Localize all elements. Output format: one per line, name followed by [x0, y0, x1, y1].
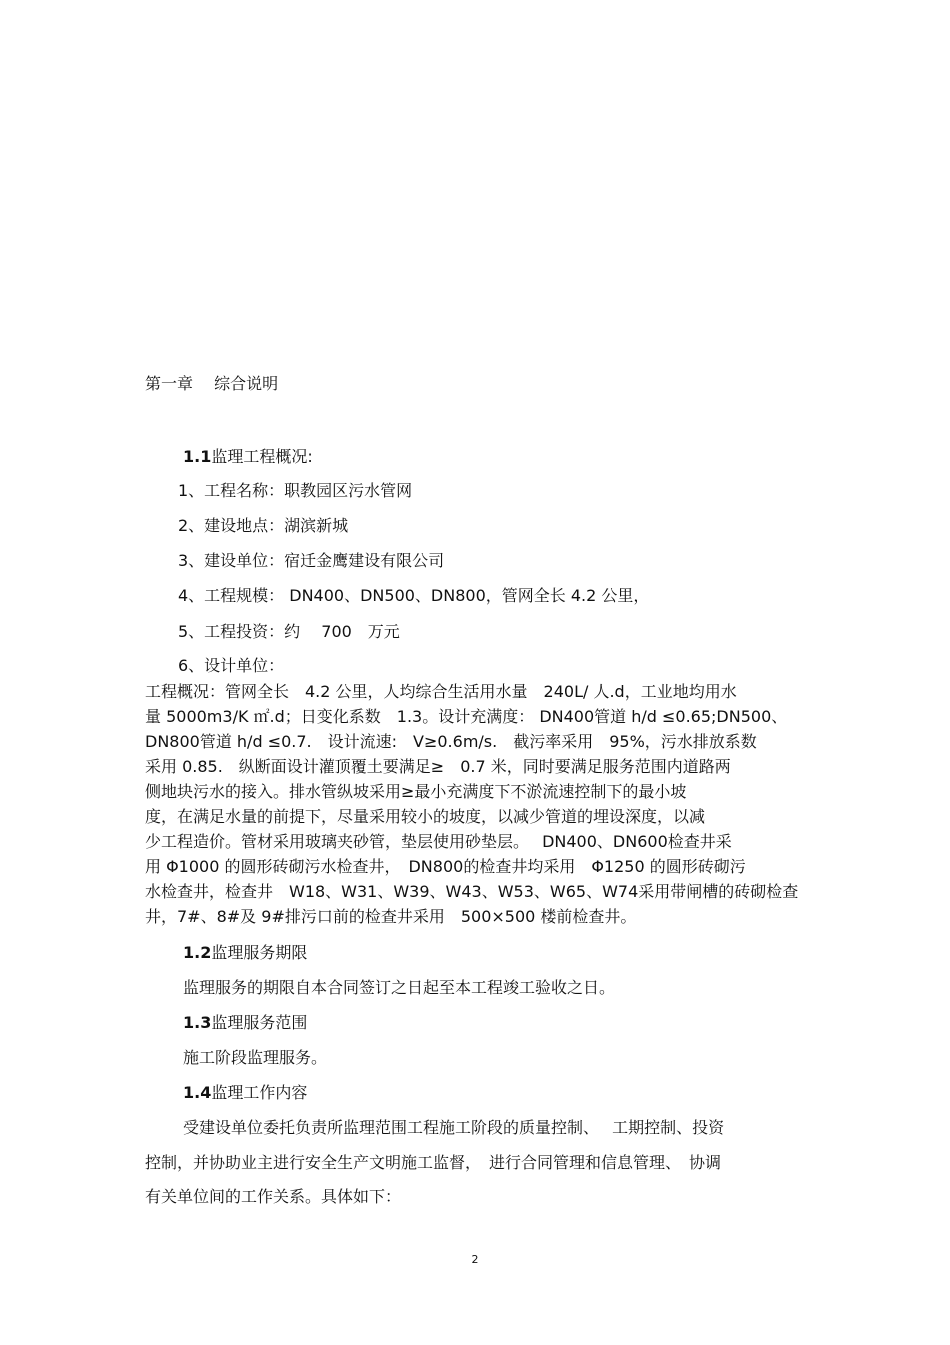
- project-item: 5、工程投资：约 700 万元: [178, 622, 400, 641]
- section-number: 1.4: [183, 1083, 212, 1102]
- section-1-2-heading: [183, 943, 307, 963]
- section-title: 监理工作内容: [211, 1083, 308, 1102]
- overview-line: 侧地块污水的接入。排水管纵坡采用≥最小充满度下不淤流速控制下的最小坡: [145, 782, 687, 801]
- section-1-4-heading: [183, 1083, 307, 1103]
- section-number: 1.2: [183, 943, 212, 962]
- section-1-1-heading: [183, 447, 313, 467]
- overview-line: 量 5000m3/K ㎡.d；日变化系数 1.3。设计充满度： DN400管道 h/d ≤0.65;DN500、: [145, 707, 788, 726]
- page-number: 2: [471, 1253, 479, 1266]
- project-item: 6、设计单位：: [178, 656, 285, 675]
- section-1-2-body: 监理服务的期限自本合同签订之日起至本工程竣工验收之日。: [183, 978, 616, 997]
- section-1-4-body-line: 受建设单位委托负责所监理范围工程施工阶段的质量控制、 工期控制、投资: [183, 1118, 725, 1137]
- project-item: 4、工程规模： DN400、DN500、DN800，管网全长 4.2 公里，: [178, 586, 650, 605]
- overview-line: 少工程造价。管材采用玻璃夹砂管，垫层使用砂垫层。 DN400、DN600检查井采: [145, 832, 732, 851]
- section-1-3-body: 施工阶段监理服务。: [183, 1048, 328, 1067]
- section-title: 监理工程概况:: [211, 447, 313, 466]
- overview-line: DN800管道 h/d ≤0.7. 设计流速: V≥0.6m/s. 截污率采用 95%，污水排放系数: [145, 732, 757, 751]
- overview-line: 水检查井，检查井 W18、W31、W39、W43、W53、W65、W74采用带闸槽的砖砌检查: [145, 882, 799, 901]
- section-number: 1.3: [183, 1013, 212, 1032]
- overview-line: 采用 0.85. 纵断面设计灌顶覆土要满足≥ 0.7 米，同时要满足服务范围内道路两: [145, 757, 731, 776]
- section-number: 1.1: [183, 447, 212, 466]
- section-1-4-body-line: 控制，并协助业主进行安全生产文明施工监督， 进行合同管理和信息管理、 协调: [145, 1153, 722, 1172]
- project-item: 2、建设地点：湖滨新城: [178, 516, 349, 535]
- project-item: 3、建设单位：宿迁金鹰建设有限公司: [178, 551, 445, 570]
- chapter-title: 第一章 综合说明: [145, 374, 279, 393]
- project-item: 1、工程名称：职教园区污水管网: [178, 481, 413, 500]
- overview-line: 工程概况：管网全长 4.2 公里，人均综合生活用水量 240L/ 人.d，工业地均用水: [145, 682, 737, 701]
- overview-line: 井，7#、8#及 9#排污口前的检查井采用 500×500 楼前检查井。: [145, 907, 637, 926]
- section-1-4-body-line: 有关单位间的工作关系。具体如下：: [145, 1187, 402, 1206]
- section-title: 监理服务范围: [211, 1013, 308, 1032]
- section-title: 监理服务期限: [211, 943, 308, 962]
- overview-line: 用 Φ1000 的圆形砖砌污水检查井， DN800的检查井均采用 Φ1250 的圆形砖砌污: [145, 857, 746, 876]
- overview-line: 度，在满足水量的前提下，尽量采用较小的坡度，以减少管道的埋设深度，以减: [145, 807, 706, 826]
- section-1-3-heading: [183, 1013, 307, 1033]
